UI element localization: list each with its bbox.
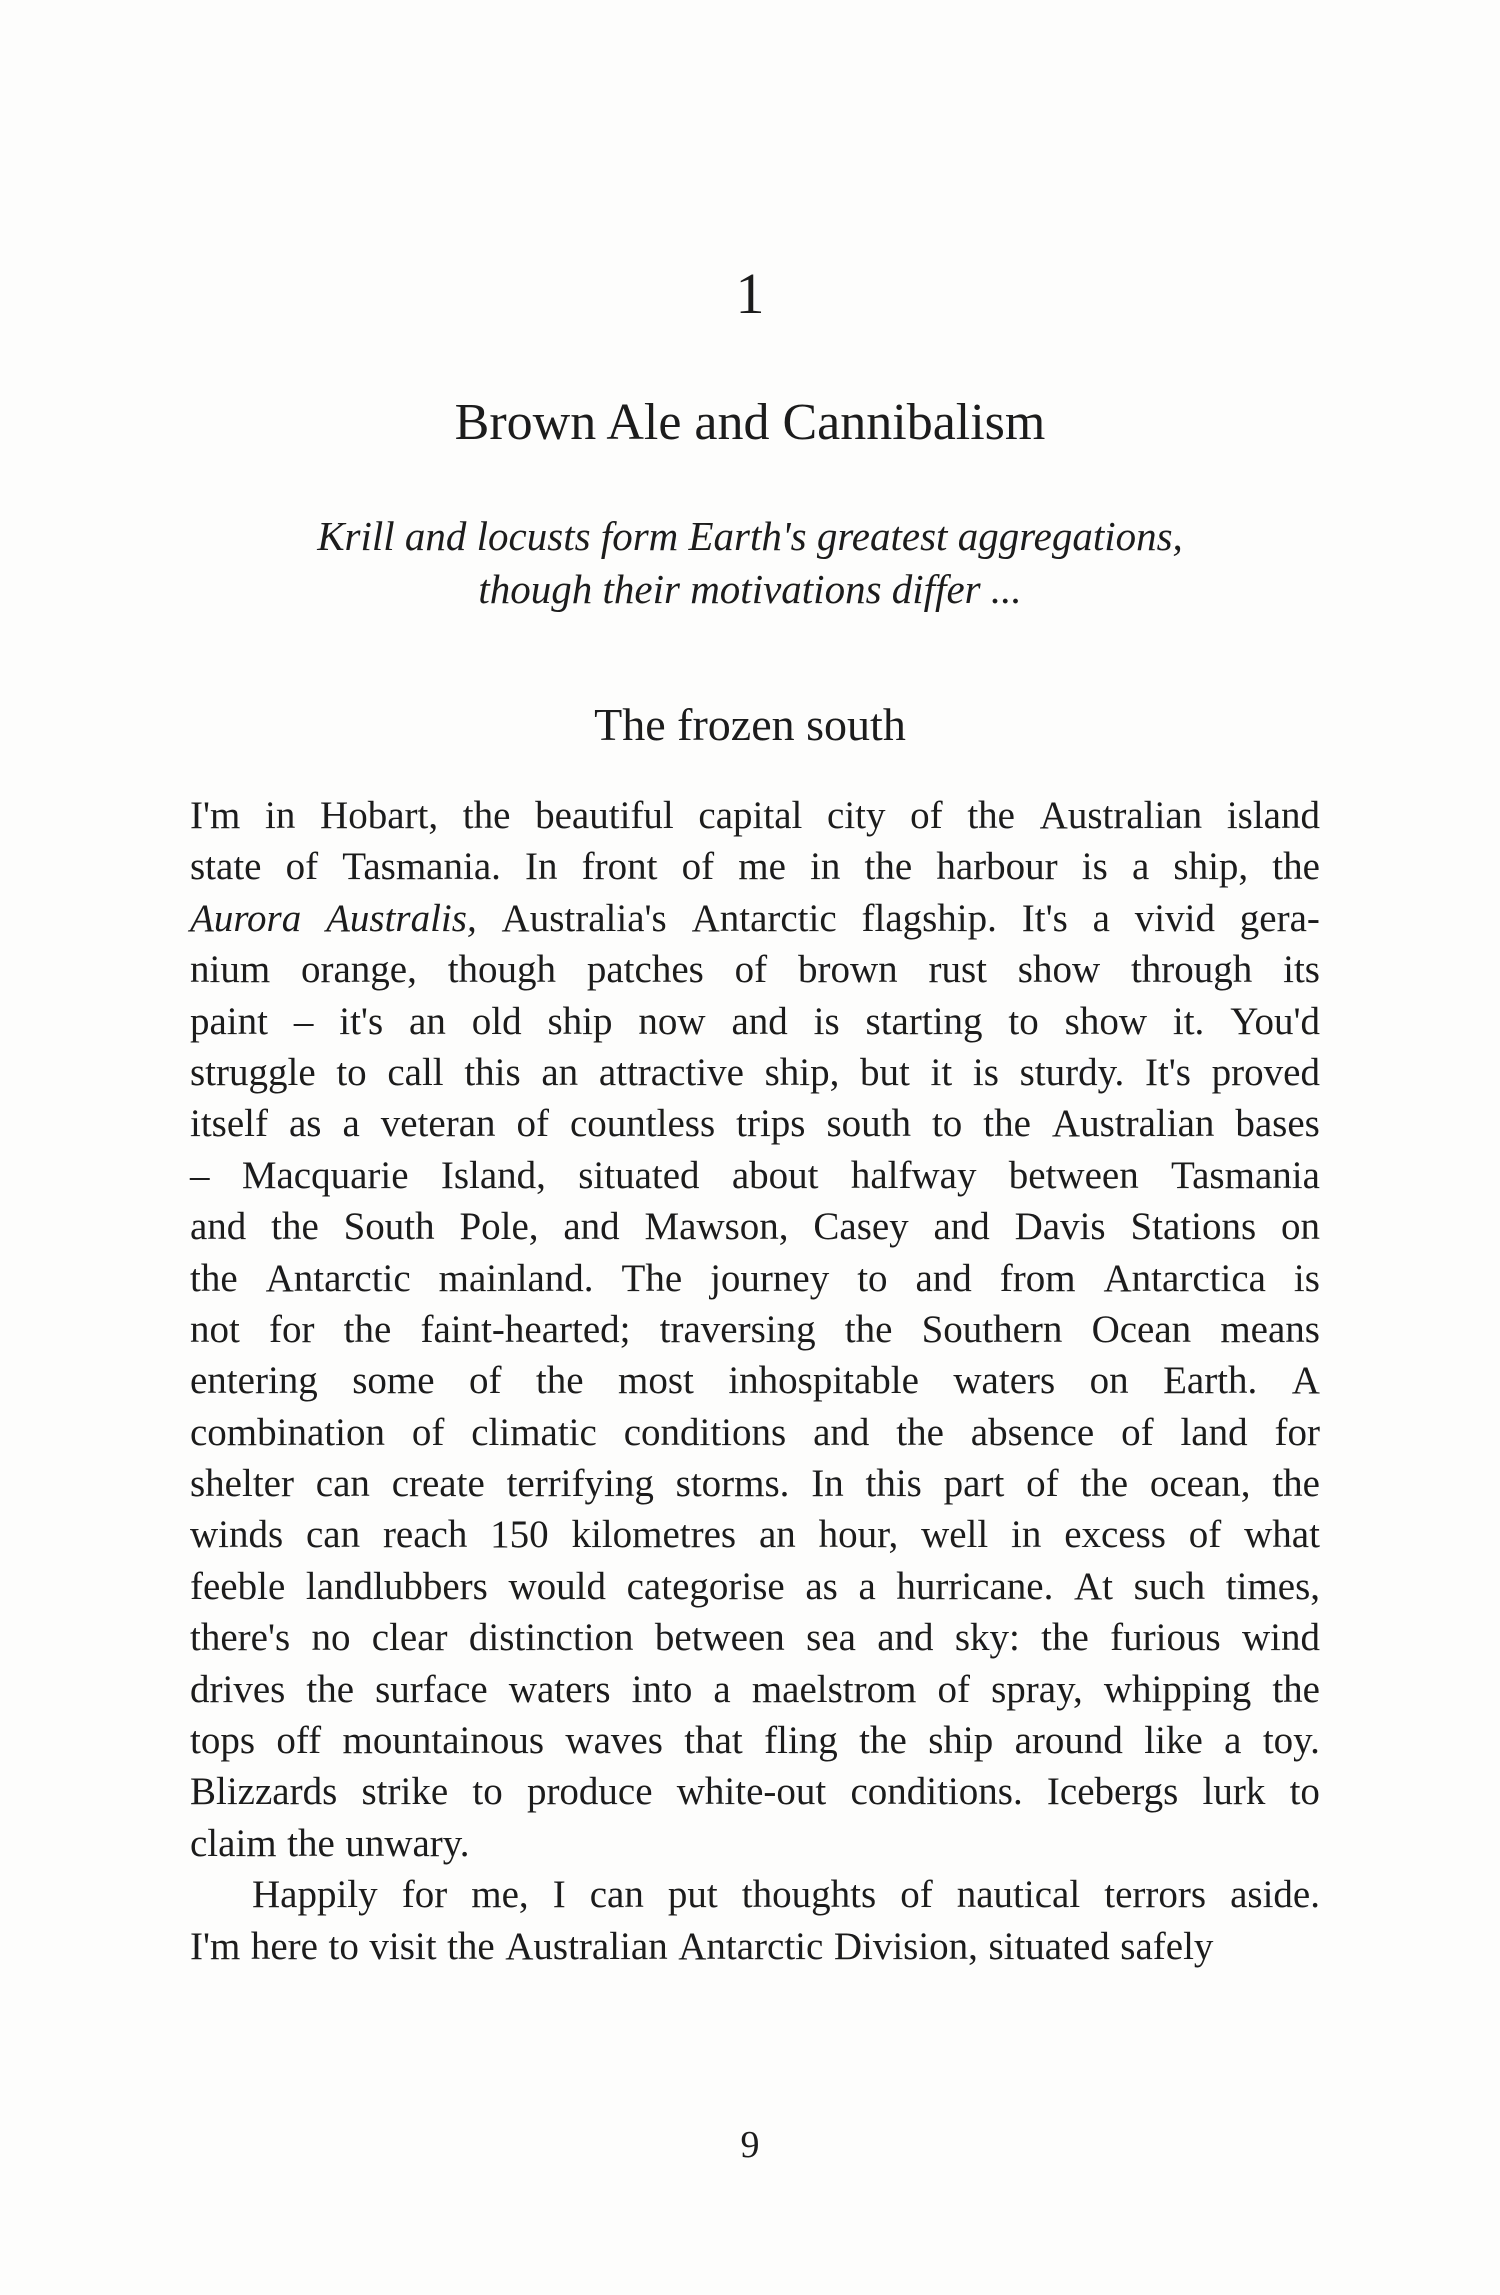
body-line: combination of climatic conditions and the absence of land for xyxy=(190,1410,1320,1454)
body-line: – Macquarie Island, situated about halfway between Tasmania xyxy=(190,1153,1320,1197)
body-line: claim the unwary. xyxy=(190,1821,470,1865)
body-line: and the South Pole, and Mawson, Casey and Davis Stations on xyxy=(190,1205,1320,1249)
body-line: Blizzards strike to produce white-out conditions. Icebergs lurk to xyxy=(190,1770,1320,1814)
body-line: shelter can create terrifying storms. In this part of the ocean, the xyxy=(190,1462,1320,1506)
body-line: struggle to call this an attractive ship, but it is sturdy. It's proved xyxy=(190,1050,1320,1094)
body-line: entering some of the most inhospitable waters on Earth. A xyxy=(190,1359,1320,1403)
page-number: 9 xyxy=(740,2124,760,2166)
epigraph-line: though their motivations differ ... xyxy=(478,566,1022,612)
body-line: I'm here to visit the Australian Antarctic Division, situated safely xyxy=(190,1924,1214,1968)
body-line: Happily for me, I can put thoughts of nautical terrors aside. xyxy=(252,1873,1320,1917)
body-line: state of Tasmania. In front of me in the harbour is a ship, the xyxy=(190,845,1320,889)
body-line: tops off mountainous waves that fling the ship around like a toy. xyxy=(190,1719,1320,1763)
body-line: itself as a veteran of countless trips south to the Australian bases xyxy=(190,1102,1320,1146)
body-line: Aurora Australis, Australia's Antarctic flagship. It's a vivid gera- xyxy=(190,896,1320,940)
chapter-epigraph xyxy=(0,510,1500,616)
body-line: the Antarctic mainland. The journey to and from Antarctica is xyxy=(190,1256,1320,1300)
section-heading: The frozen south xyxy=(594,699,906,750)
body-line: nium orange, though patches of brown rust show through its xyxy=(190,948,1320,992)
body-line: I'm in Hobart, the beautiful capital city of the Australian island xyxy=(190,794,1320,837)
body-line: drives the surface waters into a maelstrom of spray, whipping the xyxy=(190,1667,1320,1711)
chapter-number: 1 xyxy=(735,261,765,326)
body-line: there's no clear distinction between sea and sky: the furious wind xyxy=(190,1616,1320,1660)
body-line: winds can reach 150 kilometres an hour, well in excess of what xyxy=(190,1513,1320,1557)
body-line: not for the faint-hearted; traversing the Southern Ocean means xyxy=(190,1307,1320,1351)
body-line: feeble landlubbers would categorise as a hurricane. At such times, xyxy=(190,1564,1320,1608)
body-text xyxy=(190,790,1320,1972)
body-line: paint – it's an old ship now and is starting to show it. You'd xyxy=(190,999,1320,1043)
epigraph-line: Krill and locusts form Earth's greatest aggregations, xyxy=(317,513,1183,559)
chapter-title: Brown Ale and Cannibalism xyxy=(454,394,1046,451)
